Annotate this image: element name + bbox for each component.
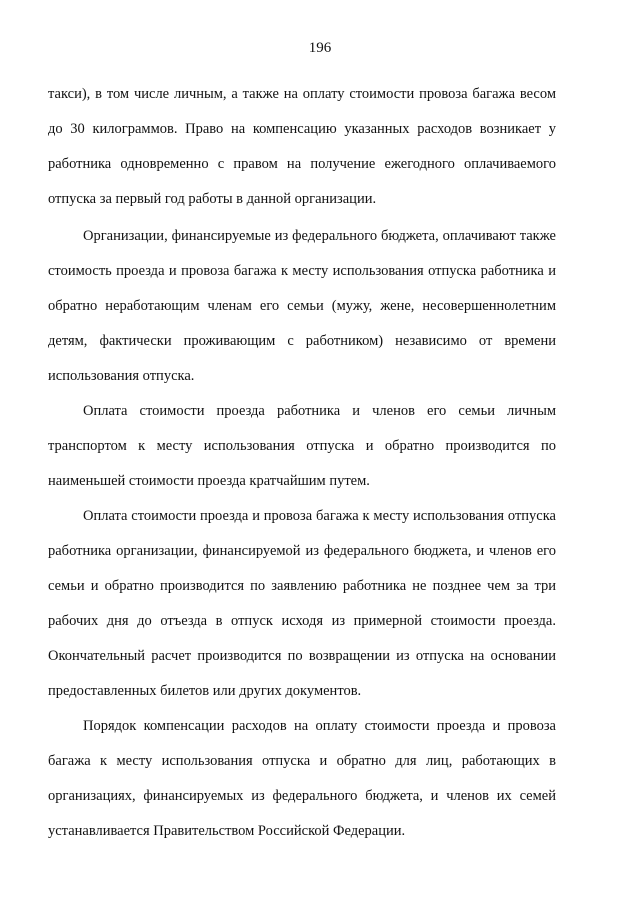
paragraph-personal-transport: Оплата стоимости проезда работника и членов его семьи личным транспортом к месту использования отпуска и обратно производится по наименьшей стоимости проезда кратчайшим путем.: [48, 403, 556, 489]
paragraph-travel-family: Организации, финансируемые из федерального бюджета, оплачивают также стоимость проезда и провоза багажа к месту использования отпуска работника и обратно неработающим членам его семьи (мужу, жене, несовершеннолетним детям, фактически проживающим с работником) независимо от времени использования отпуска.: [48, 228, 556, 384]
document-body: [48, 77, 556, 849]
paragraph-continuation: такси), в том числе личным, а также на оплату стоимости провоза багажа весом до 30 килограммов. Право на компенсацию указанных расходов возникает у работника одновременно с правом на получение ежегодного оплачиваемого отпуска за первый год работы в данной организации.: [48, 86, 556, 207]
paragraph-government-order: Порядок компенсации расходов на оплату стоимости проезда и провоза багажа к месту использования отпуска и обратно для лиц, работающих в организациях, финансируемых из федерального бюджета, и членов их семей устанавливается Правительством Российской Федерации.: [48, 718, 556, 839]
paragraph-payment-procedure: Оплата стоимости проезда и провоза багажа к месту использования отпуска работника организации, финансируемой из федерального бюджета, и членов его семьи и обратно производится по заявлению работника не позднее чем за три рабочих дня до отъезда в отпуск исходя из примерной стоимости проезда. Окончательный расчет производится по возвращении из отпуска на основании предоставленных билетов или других документов.: [48, 508, 556, 699]
page-number: 196: [308, 40, 332, 56]
